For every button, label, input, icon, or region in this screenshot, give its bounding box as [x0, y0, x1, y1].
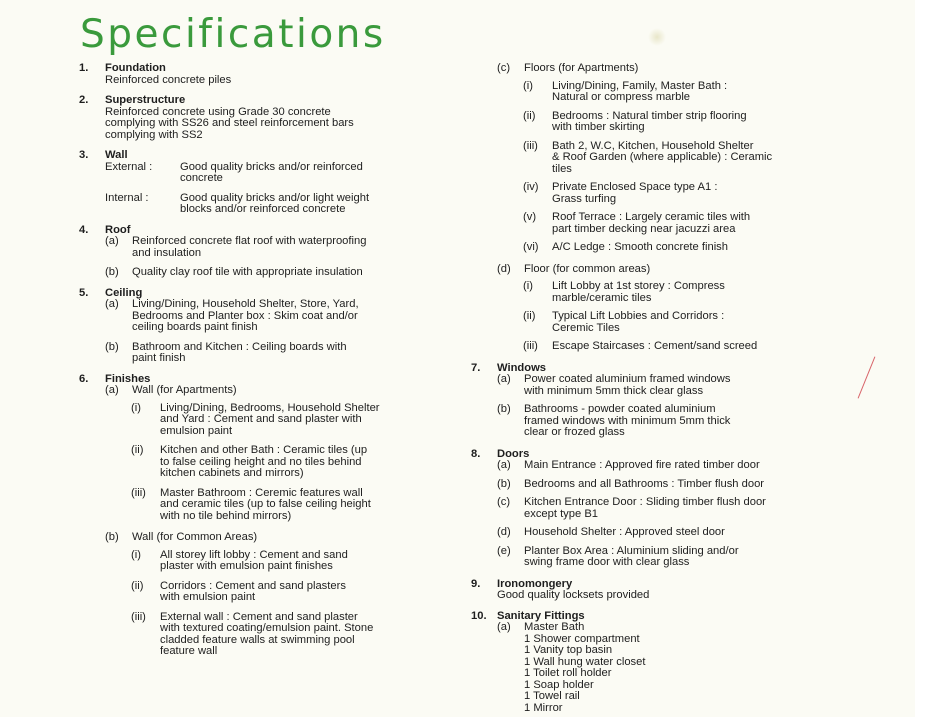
- section-number: 4.: [79, 223, 89, 236]
- item-label: (ii): [523, 109, 536, 122]
- item-text: with timber skirting: [552, 121, 645, 133]
- item-text: Bathrooms - powder coated aluminium: [524, 403, 716, 415]
- ceiling-item-a: [105, 299, 459, 334]
- section-text: complying with SS26 and steel reinforcement bars: [105, 117, 354, 129]
- section-title: Ironomongery: [497, 577, 573, 590]
- finishes-a-ii: [131, 445, 459, 480]
- item-text: Escape Staircases : Cement/sand screed: [552, 340, 758, 352]
- section-title: Sanitary Fittings: [497, 609, 585, 622]
- finishes-b-iii: [131, 612, 459, 658]
- section-roof: [79, 225, 459, 279]
- fitting-item: 1 Soap holder: [524, 678, 594, 691]
- item-text: & Roof Garden (where applicable) : Ceramic: [552, 151, 773, 163]
- item-label: (d): [497, 262, 511, 275]
- item-text: Bedrooms and Planter box : Skim coat and/or: [132, 309, 358, 322]
- section-number: 1.: [79, 62, 89, 74]
- item-text: emulsion paint: [160, 424, 233, 437]
- item-label: (b): [497, 477, 511, 490]
- item-label: (e): [497, 544, 511, 557]
- section-number: 5.: [79, 286, 89, 299]
- section-title: Windows: [497, 361, 546, 374]
- section-doors: [471, 449, 871, 569]
- section-number: 9.: [471, 577, 481, 590]
- section-number: 8.: [471, 447, 481, 460]
- item-text: Typical Lift Lobbies and Corridors :: [552, 310, 725, 322]
- item-text: with no tile behind mirrors): [160, 509, 292, 522]
- item-label: (b): [105, 266, 119, 278]
- fitting-item: 1 Toilet roll holder: [524, 667, 612, 679]
- ceiling-item-b: [105, 342, 459, 365]
- item-text: concrete: [180, 172, 223, 184]
- item-text: Main Entrance : Approved fire rated timber door: [524, 459, 760, 471]
- item-label: (iii): [131, 610, 146, 623]
- item-text: Floor (for common areas): [524, 262, 651, 275]
- section-title: Wall: [105, 149, 128, 161]
- item-text: Natural or compress marble: [552, 91, 691, 103]
- doors-item-a: [497, 460, 871, 472]
- item-label: (a): [497, 373, 511, 385]
- roof-item-b: [105, 267, 459, 279]
- item-label: (c): [497, 62, 511, 74]
- section-finishes: [79, 374, 459, 658]
- item-label: (ii): [523, 310, 536, 322]
- section-text: Reinforced concrete using Grade 30 concrete: [105, 105, 331, 118]
- item-label: (ii): [131, 579, 144, 592]
- item-label: (a): [105, 298, 119, 310]
- item-label: (i): [131, 401, 141, 414]
- item-text: Power coated aluminium framed windows: [524, 373, 731, 385]
- section-title: Doors: [497, 447, 530, 460]
- item-label: (b): [497, 403, 511, 415]
- item-text: kitchen cabinets and mirrors): [160, 467, 304, 479]
- doors-item-d: [497, 527, 871, 539]
- section-title: Ceiling: [105, 286, 143, 299]
- item-text: with minimum 5mm thick clear glass: [524, 384, 704, 397]
- finishes-a-i: [131, 403, 459, 438]
- item-text: Bedrooms and all Bathrooms : Timber flush door: [524, 477, 765, 490]
- fitting-item: 1 Vanity top basin: [524, 644, 613, 656]
- item-text: Bath 2, W.C, Kitchen, Household Shelter: [552, 139, 754, 152]
- item-text: Reinforced concrete flat roof with waterproofing: [132, 235, 367, 247]
- item-text: Wall (for Apartments): [132, 384, 237, 396]
- item-label: (vi): [523, 241, 539, 253]
- item-text: blocks and/or reinforced concrete: [180, 203, 346, 215]
- doors-item-e: [497, 546, 871, 569]
- item-text: and ceramic tiles (up to false ceiling height: [160, 498, 371, 510]
- item-text: A/C Ledge : Smooth concrete finish: [552, 241, 728, 253]
- finishes-sub-b: [105, 532, 459, 544]
- item-text: Wall (for Common Areas): [132, 531, 258, 543]
- item-label: (a): [497, 459, 511, 471]
- item-label: (a): [105, 384, 119, 396]
- floors-c-vi: [523, 242, 871, 254]
- item-label: (ii): [131, 444, 144, 456]
- item-label: (c): [497, 496, 511, 508]
- floors-c-iv: [523, 182, 871, 205]
- item-text: and Yard : Cement and sand plaster with: [160, 413, 362, 425]
- item-text: plaster with emulsion paint finishes: [160, 560, 333, 572]
- wall-external: [105, 162, 459, 185]
- item-text: All storey lift lobby : Cement and sand: [160, 548, 348, 561]
- fitting-item: 1 Mirror: [524, 701, 563, 714]
- fitting-item: 1 Shower compartment: [524, 632, 640, 645]
- item-label: (a): [105, 235, 119, 247]
- item-text: with emulsion paint: [160, 591, 256, 603]
- floors-c-iii: [523, 141, 871, 176]
- finishes-b-i: [131, 550, 459, 573]
- item-text: cladded feature walls at swimming pool: [160, 633, 355, 646]
- wall-internal: [105, 193, 459, 216]
- doors-item-c: [497, 497, 871, 520]
- section-ironmongery: [471, 579, 871, 602]
- floors-c-v: [523, 212, 871, 235]
- floors-apartments: [497, 63, 871, 353]
- finishes-a-iii: [131, 488, 459, 523]
- item-label: (b): [105, 340, 119, 353]
- section-title: Superstructure: [105, 94, 186, 106]
- floors-d-iii: [523, 341, 871, 353]
- windows-item-b: [497, 404, 871, 439]
- item-label: (i): [523, 280, 533, 292]
- item-text: Master Bathroom : Ceremic features wall: [160, 486, 363, 499]
- section-text: Reinforced concrete piles: [105, 73, 232, 86]
- item-label: (iii): [131, 486, 146, 499]
- item-text: Kitchen and other Bath : Ceramic tiles (up: [160, 444, 368, 456]
- section-sanitary-fittings: [471, 611, 871, 715]
- item-text: Living/Dining, Family, Master Bath :: [552, 79, 728, 92]
- item-label: (a): [497, 621, 511, 633]
- item-text: except type B1: [524, 507, 599, 520]
- section-number: 10.: [471, 609, 487, 622]
- section-title: Finishes: [105, 372, 151, 385]
- item-label: (i): [131, 548, 141, 561]
- item-text: framed windows with minimum 5mm thick: [524, 414, 731, 427]
- section-windows: [471, 363, 871, 439]
- item-text: Floors (for Apartments): [524, 62, 639, 74]
- item-text: clear or frozed glass: [524, 426, 625, 438]
- item-text: Planter Box Area : Aluminium sliding and/or: [524, 544, 739, 557]
- item-text: swing frame door with clear glass: [524, 556, 690, 568]
- section-foundation: [79, 63, 459, 86]
- section-ceiling: [79, 288, 459, 365]
- item-label: External :: [105, 160, 153, 173]
- item-label: (i): [523, 79, 533, 92]
- item-text: External wall : Cement and sand plaster: [160, 610, 358, 623]
- item-text: to false ceiling height and no tiles behind: [160, 455, 362, 468]
- item-text: with textured coating/emulsion paint. Stone: [160, 622, 374, 634]
- page-title: Specifications: [80, 12, 386, 57]
- section-superstructure: [79, 95, 459, 141]
- item-text: Roof Terrace : Largely ceramic tiles with: [552, 211, 751, 223]
- item-text: Private Enclosed Space type A1 :: [552, 181, 718, 193]
- section-title: Roof: [105, 223, 131, 236]
- floors-c-ii: [523, 111, 871, 134]
- item-text: Bathroom and Kitchen : Ceiling boards with: [132, 340, 347, 353]
- item-text: Good quality bricks and/or reinforced: [180, 160, 363, 173]
- left-column: [79, 63, 459, 658]
- paper-stain: [648, 28, 666, 46]
- fitting-item: 1 Towel rail: [524, 690, 580, 702]
- floors-d-ii: [523, 311, 871, 334]
- item-text: Master Bath: [524, 621, 585, 633]
- floors-common: [497, 264, 871, 276]
- section-number: 6.: [79, 372, 89, 385]
- section-number: 2.: [79, 94, 89, 106]
- item-text: Quality clay roof tile with appropriate insulation: [132, 266, 363, 278]
- item-text: feature wall: [160, 645, 218, 657]
- item-text: Ceremic Tiles: [552, 321, 620, 334]
- section-text: complying with SS2: [105, 128, 203, 141]
- item-label: (iii): [523, 139, 538, 152]
- item-text: Living/Dining, Bedrooms, Household Shelter: [160, 401, 380, 414]
- item-text: Kitchen Entrance Door : Sliding timber flush door: [524, 496, 766, 508]
- item-text: part timber decking near jacuzzi area: [552, 222, 736, 235]
- section-number: 7.: [471, 361, 481, 374]
- item-text: Corridors : Cement and sand plasters: [160, 579, 346, 592]
- item-label: (d): [497, 526, 511, 538]
- section-title: Foundation: [105, 62, 166, 74]
- item-text: Grass turfing: [552, 192, 617, 205]
- windows-item-a: [497, 374, 871, 397]
- right-column: [471, 63, 871, 714]
- item-text: Living/Dining, Household Shelter, Store, Yard,: [132, 298, 359, 310]
- item-text: paint finish: [132, 352, 186, 364]
- section-text: Good quality locksets provided: [497, 589, 650, 601]
- section-wall: [79, 150, 459, 216]
- item-label: (iv): [523, 181, 539, 193]
- floors-c-i: [523, 81, 871, 104]
- item-text: Bedrooms : Natural timber strip flooring: [552, 109, 747, 122]
- item-text: and insulation: [132, 246, 202, 259]
- section-number: 3.: [79, 149, 89, 161]
- item-label: (b): [105, 531, 119, 543]
- item-text: Household Shelter : Approved steel door: [524, 526, 725, 538]
- finishes-b-ii: [131, 581, 459, 604]
- item-text: marble/ceramic tiles: [552, 291, 652, 304]
- finishes-sub-a: [105, 385, 459, 397]
- floors-d-i: [523, 281, 871, 304]
- item-label: (iii): [523, 340, 538, 352]
- roof-item-a: [105, 236, 459, 259]
- sanitary-master-bath: [497, 622, 871, 714]
- item-text: ceiling boards paint finish: [132, 321, 258, 333]
- fitting-item: 1 Wall hung water closet: [524, 655, 646, 668]
- doors-item-b: [497, 479, 871, 491]
- item-text: tiles: [552, 162, 572, 175]
- item-label: (v): [523, 211, 537, 223]
- item-label: Internal :: [105, 191, 149, 204]
- item-text: Good quality bricks and/or light weight: [180, 191, 370, 204]
- item-text: Lift Lobby at 1st storey : Compress: [552, 280, 725, 292]
